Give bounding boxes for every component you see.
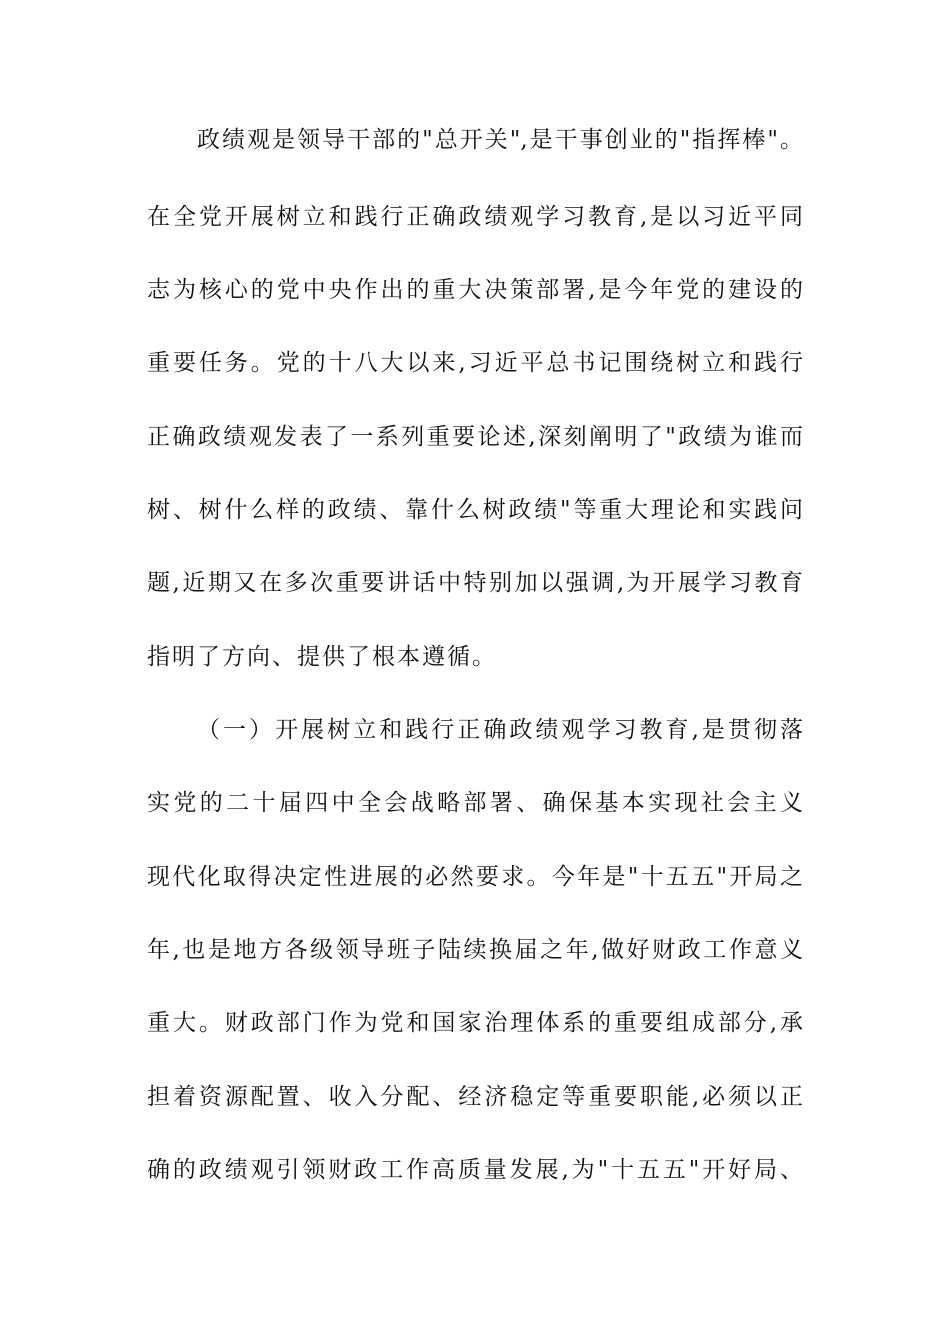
- paragraph-line: 担着资源配置、收入分配、经济稳定等重要职能,必须以正: [147, 1084, 803, 1110]
- paragraph-line: 确的政绩观引领财政工作高质量发展,为"十五五"开好局、: [147, 1157, 803, 1183]
- paragraph-line: 正确政绩观发表了一系列重要论述,深刻阐明了"政绩为谁而: [147, 424, 803, 450]
- paragraph-line: 在全党开展树立和践行正确政绩观学习教育,是以习近平同: [147, 204, 803, 230]
- paragraph-line: 政绩观是领导干部的"总开关",是干事创业的"指挥棒"。: [197, 127, 803, 153]
- paragraph-line: 树、树什么样的政绩、靠什么树政绩"等重大理论和实践问: [147, 497, 803, 523]
- paragraph-line: 题,近期又在多次重要讲话中特别加以强调,为开展学习教育: [147, 570, 803, 596]
- paragraph-line: 指明了方向、提供了根本遵循。: [147, 644, 497, 670]
- section-heading-line: （一）开展树立和践行正确政绩观学习教育,是贯彻落: [197, 717, 803, 743]
- paragraph-line: 实党的二十届四中全会战略部署、确保基本实现社会主义: [147, 790, 803, 816]
- paragraph-line: 年,也是地方各级领导班子陆续换届之年,做好财政工作意义: [147, 937, 803, 963]
- paragraph-line: 重要任务。党的十八大以来,习近平总书记围绕树立和践行: [147, 350, 803, 376]
- paragraph-line: 现代化取得决定性进展的必然要求。今年是"十五五"开局之: [147, 864, 803, 890]
- paragraph-line: 志为核心的党中央作出的重大决策部署,是今年党的建设的: [147, 277, 803, 303]
- paragraph-line: 重大。财政部门作为党和国家治理体系的重要组成部分,承: [147, 1010, 803, 1036]
